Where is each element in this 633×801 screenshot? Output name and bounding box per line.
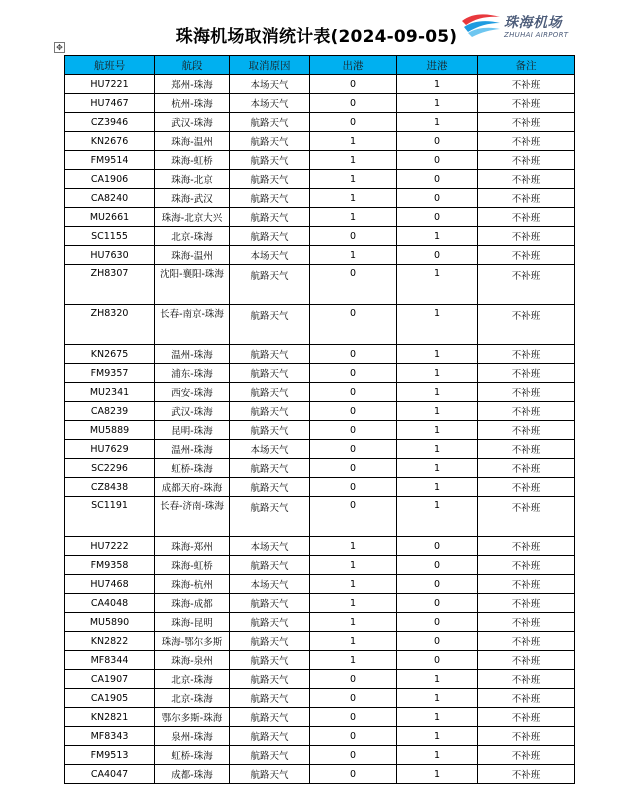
remarks-cell: 不补班 [478, 113, 575, 132]
arrivals-cell: 0 [397, 170, 478, 189]
remarks-cell: 不补班 [478, 478, 575, 497]
reason-cell: 航路天气 [230, 556, 310, 575]
departures-cell: 0 [310, 765, 397, 784]
flight-no-cell: FM9513 [65, 746, 155, 765]
remarks-cell: 不补班 [478, 575, 575, 594]
flight-no-cell: ZH8320 [65, 305, 155, 345]
route-cell: 浦东-珠海 [155, 364, 230, 383]
route-cell: 温州-珠海 [155, 440, 230, 459]
flight-no-cell: CZ8438 [65, 478, 155, 497]
departures-cell: 0 [310, 94, 397, 113]
flight-no-cell: FM9514 [65, 151, 155, 170]
route-cell: 珠海-鄂尔多斯 [155, 632, 230, 651]
remarks-cell: 不补班 [478, 132, 575, 151]
table-row [65, 151, 575, 170]
departures-cell: 0 [310, 305, 397, 345]
reason-cell: 航路天气 [230, 132, 310, 151]
arrivals-cell: 0 [397, 651, 478, 670]
arrivals-cell: 1 [397, 113, 478, 132]
table-row [65, 440, 575, 459]
reason-cell: 航路天气 [230, 497, 310, 537]
page-title: 珠海机场取消统计表(2024-09-05) [175, 27, 458, 47]
remarks-cell: 不补班 [478, 594, 575, 613]
flight-no-cell: ZH8307 [65, 265, 155, 305]
arrivals-cell: 1 [397, 459, 478, 478]
arrivals-cell: 1 [397, 440, 478, 459]
route-cell: 珠海-泉州 [155, 651, 230, 670]
flight-no-cell: CA4047 [65, 765, 155, 784]
table-row [65, 556, 575, 575]
remarks-cell: 不补班 [478, 94, 575, 113]
remarks-cell: 不补班 [478, 556, 575, 575]
cancellation-table [64, 55, 575, 784]
reason-cell: 本场天气 [230, 537, 310, 556]
flight-no-cell: CA1907 [65, 670, 155, 689]
flight-no-cell: CA8240 [65, 189, 155, 208]
arrivals-cell: 1 [397, 75, 478, 94]
table-row [65, 305, 575, 345]
flight-no-cell: SC1155 [65, 227, 155, 246]
remarks-cell: 不补班 [478, 537, 575, 556]
flight-no-cell: MU2341 [65, 383, 155, 402]
reason-cell: 航路天气 [230, 170, 310, 189]
table-row [65, 402, 575, 421]
table-row [65, 383, 575, 402]
reason-cell: 航路天气 [230, 421, 310, 440]
reason-cell: 航路天气 [230, 113, 310, 132]
reason-cell: 航路天气 [230, 765, 310, 784]
arrivals-cell: 1 [397, 746, 478, 765]
arrivals-cell: 1 [397, 227, 478, 246]
flight-no-cell: CA4048 [65, 594, 155, 613]
remarks-cell: 不补班 [478, 746, 575, 765]
remarks-cell: 不补班 [478, 246, 575, 265]
arrivals-cell: 1 [397, 727, 478, 746]
table-row [65, 575, 575, 594]
route-cell: 成都-珠海 [155, 765, 230, 784]
arrivals-cell: 1 [397, 765, 478, 784]
table-row [65, 497, 575, 537]
reason-cell: 航路天气 [230, 345, 310, 364]
table-row [65, 594, 575, 613]
route-cell: 长春-南京-珠海 [155, 305, 230, 345]
remarks-cell: 不补班 [478, 402, 575, 421]
route-cell: 珠海-虹桥 [155, 151, 230, 170]
remarks-cell: 不补班 [478, 265, 575, 305]
header-route: 航段 [155, 56, 230, 75]
table-row [65, 75, 575, 94]
route-cell: 虹桥-珠海 [155, 459, 230, 478]
flight-no-cell: KN2675 [65, 345, 155, 364]
flight-no-cell: HU7221 [65, 75, 155, 94]
table-row [65, 208, 575, 227]
table-row [65, 94, 575, 113]
logo-english-text: ZHUHAI AIRPORT [504, 31, 569, 39]
remarks-cell: 不补班 [478, 689, 575, 708]
departures-cell: 0 [310, 227, 397, 246]
remarks-cell: 不补班 [478, 151, 575, 170]
reason-cell: 航路天气 [230, 383, 310, 402]
departures-cell: 0 [310, 708, 397, 727]
remarks-cell: 不补班 [478, 345, 575, 364]
table-move-handle-icon[interactable]: ✥ [54, 42, 65, 53]
route-cell: 珠海-北京 [155, 170, 230, 189]
reason-cell: 本场天气 [230, 440, 310, 459]
remarks-cell: 不补班 [478, 440, 575, 459]
arrivals-cell: 0 [397, 189, 478, 208]
departures-cell: 1 [310, 151, 397, 170]
flight-no-cell: MU5889 [65, 421, 155, 440]
remarks-cell: 不补班 [478, 208, 575, 227]
departures-cell: 0 [310, 421, 397, 440]
reason-cell: 航路天气 [230, 478, 310, 497]
table-row [65, 132, 575, 151]
flight-no-cell: HU7629 [65, 440, 155, 459]
departures-cell: 0 [310, 459, 397, 478]
header-arrivals: 进港 [397, 56, 478, 75]
departures-cell: 1 [310, 575, 397, 594]
departures-cell: 1 [310, 632, 397, 651]
arrivals-cell: 1 [397, 421, 478, 440]
route-cell: 北京-珠海 [155, 227, 230, 246]
table-row [65, 708, 575, 727]
reason-cell: 航路天气 [230, 708, 310, 727]
reason-cell: 航路天气 [230, 151, 310, 170]
route-cell: 珠海-武汉 [155, 189, 230, 208]
table-row [65, 170, 575, 189]
header-flight-no: 航班号 [65, 56, 155, 75]
table-row [65, 765, 575, 784]
departures-cell: 1 [310, 132, 397, 151]
table-row [65, 478, 575, 497]
departures-cell: 0 [310, 440, 397, 459]
table-row [65, 421, 575, 440]
reason-cell: 航路天气 [230, 459, 310, 478]
route-cell: 珠海-北京大兴 [155, 208, 230, 227]
remarks-cell: 不补班 [478, 613, 575, 632]
route-cell: 虹桥-珠海 [155, 746, 230, 765]
arrivals-cell: 1 [397, 478, 478, 497]
wave-logo-icon [460, 11, 502, 39]
remarks-cell: 不补班 [478, 765, 575, 784]
flight-no-cell: CA1905 [65, 689, 155, 708]
route-cell: 北京-珠海 [155, 689, 230, 708]
table-row [65, 113, 575, 132]
table-row [65, 727, 575, 746]
departures-cell: 0 [310, 75, 397, 94]
flight-no-cell: MU2661 [65, 208, 155, 227]
route-cell: 成都天府-珠海 [155, 478, 230, 497]
departures-cell: 0 [310, 746, 397, 765]
route-cell: 温州-珠海 [155, 345, 230, 364]
arrivals-cell: 0 [397, 151, 478, 170]
table-row [65, 227, 575, 246]
reason-cell: 航路天气 [230, 670, 310, 689]
airport-logo [460, 8, 570, 42]
route-cell: 鄂尔多斯-珠海 [155, 708, 230, 727]
arrivals-cell: 1 [397, 689, 478, 708]
arrivals-cell: 0 [397, 208, 478, 227]
flight-no-cell: KN2821 [65, 708, 155, 727]
flight-no-cell: SC1191 [65, 497, 155, 537]
reason-cell: 航路天气 [230, 727, 310, 746]
remarks-cell: 不补班 [478, 632, 575, 651]
reason-cell: 航路天气 [230, 746, 310, 765]
route-cell: 长春-济南-珠海 [155, 497, 230, 537]
route-cell: 沈阳-襄阳-珠海 [155, 265, 230, 305]
route-cell: 珠海-虹桥 [155, 556, 230, 575]
remarks-cell: 不补班 [478, 497, 575, 537]
reason-cell: 航路天气 [230, 594, 310, 613]
flight-no-cell: MU5890 [65, 613, 155, 632]
arrivals-cell: 1 [397, 305, 478, 345]
departures-cell: 1 [310, 613, 397, 632]
arrivals-cell: 0 [397, 537, 478, 556]
flight-no-cell: KN2676 [65, 132, 155, 151]
header-departures: 出港 [310, 56, 397, 75]
remarks-cell: 不补班 [478, 727, 575, 746]
remarks-cell: 不补班 [478, 421, 575, 440]
table-row [65, 689, 575, 708]
table-row [65, 189, 575, 208]
route-cell: 昆明-珠海 [155, 421, 230, 440]
table-row [65, 632, 575, 651]
departures-cell: 0 [310, 113, 397, 132]
flight-no-cell: HU7630 [65, 246, 155, 265]
reason-cell: 航路天气 [230, 189, 310, 208]
remarks-cell: 不补班 [478, 708, 575, 727]
route-cell: 珠海-杭州 [155, 575, 230, 594]
remarks-cell: 不补班 [478, 670, 575, 689]
remarks-cell: 不补班 [478, 75, 575, 94]
table-row [65, 613, 575, 632]
reason-cell: 航路天气 [230, 632, 310, 651]
table-header-row [65, 56, 575, 75]
route-cell: 杭州-珠海 [155, 94, 230, 113]
flight-no-cell: SC2296 [65, 459, 155, 478]
departures-cell: 1 [310, 594, 397, 613]
reason-cell: 航路天气 [230, 227, 310, 246]
arrivals-cell: 1 [397, 94, 478, 113]
flight-no-cell: CA8239 [65, 402, 155, 421]
arrivals-cell: 0 [397, 594, 478, 613]
flight-no-cell: HU7467 [65, 94, 155, 113]
table-row [65, 345, 575, 364]
table-row [65, 459, 575, 478]
reason-cell: 航路天气 [230, 689, 310, 708]
departures-cell: 0 [310, 265, 397, 305]
flight-no-cell: FM9357 [65, 364, 155, 383]
route-cell: 珠海-昆明 [155, 613, 230, 632]
remarks-cell: 不补班 [478, 651, 575, 670]
reason-cell: 本场天气 [230, 94, 310, 113]
arrivals-cell: 1 [397, 364, 478, 383]
arrivals-cell: 0 [397, 613, 478, 632]
arrivals-cell: 0 [397, 575, 478, 594]
departures-cell: 1 [310, 537, 397, 556]
route-cell: 武汉-珠海 [155, 113, 230, 132]
flight-no-cell: HU7468 [65, 575, 155, 594]
departures-cell: 0 [310, 364, 397, 383]
route-cell: 珠海-温州 [155, 246, 230, 265]
departures-cell: 0 [310, 689, 397, 708]
table-row [65, 537, 575, 556]
remarks-cell: 不补班 [478, 170, 575, 189]
table-row [65, 651, 575, 670]
departures-cell: 1 [310, 651, 397, 670]
route-cell: 郑州-珠海 [155, 75, 230, 94]
remarks-cell: 不补班 [478, 383, 575, 402]
table-row [65, 364, 575, 383]
flight-no-cell: MF8343 [65, 727, 155, 746]
route-cell: 珠海-成都 [155, 594, 230, 613]
departures-cell: 0 [310, 383, 397, 402]
arrivals-cell: 0 [397, 132, 478, 151]
reason-cell: 航路天气 [230, 208, 310, 227]
reason-cell: 航路天气 [230, 265, 310, 305]
reason-cell: 航路天气 [230, 305, 310, 345]
route-cell: 泉州-珠海 [155, 727, 230, 746]
arrivals-cell: 0 [397, 556, 478, 575]
logo-chinese-text: 珠海机场 [504, 15, 562, 31]
table-row [65, 246, 575, 265]
flight-no-cell: MF8344 [65, 651, 155, 670]
reason-cell: 航路天气 [230, 364, 310, 383]
route-cell: 武汉-珠海 [155, 402, 230, 421]
route-cell: 西安-珠海 [155, 383, 230, 402]
arrivals-cell: 1 [397, 497, 478, 537]
flight-no-cell: FM9358 [65, 556, 155, 575]
reason-cell: 本场天气 [230, 575, 310, 594]
arrivals-cell: 1 [397, 402, 478, 421]
remarks-cell: 不补班 [478, 364, 575, 383]
arrivals-cell: 1 [397, 345, 478, 364]
arrivals-cell: 1 [397, 383, 478, 402]
departures-cell: 0 [310, 345, 397, 364]
route-cell: 珠海-温州 [155, 132, 230, 151]
flight-no-cell: CA1906 [65, 170, 155, 189]
departures-cell: 0 [310, 670, 397, 689]
departures-cell: 0 [310, 478, 397, 497]
reason-cell: 航路天气 [230, 402, 310, 421]
arrivals-cell: 1 [397, 708, 478, 727]
flight-no-cell: CZ3946 [65, 113, 155, 132]
flight-no-cell: KN2822 [65, 632, 155, 651]
arrivals-cell: 0 [397, 246, 478, 265]
departures-cell: 0 [310, 727, 397, 746]
reason-cell: 本场天气 [230, 246, 310, 265]
header-reason: 取消原因 [230, 56, 310, 75]
reason-cell: 本场天气 [230, 75, 310, 94]
departures-cell: 1 [310, 208, 397, 227]
departures-cell: 1 [310, 189, 397, 208]
reason-cell: 航路天气 [230, 613, 310, 632]
arrivals-cell: 1 [397, 670, 478, 689]
departures-cell: 0 [310, 497, 397, 537]
table-row [65, 670, 575, 689]
remarks-cell: 不补班 [478, 227, 575, 246]
header-remarks: 备注 [478, 56, 575, 75]
arrivals-cell: 0 [397, 632, 478, 651]
departures-cell: 0 [310, 402, 397, 421]
table-row [65, 746, 575, 765]
route-cell: 北京-珠海 [155, 670, 230, 689]
reason-cell: 航路天气 [230, 651, 310, 670]
departures-cell: 1 [310, 556, 397, 575]
departures-cell: 1 [310, 246, 397, 265]
table-row [65, 265, 575, 305]
remarks-cell: 不补班 [478, 189, 575, 208]
departures-cell: 1 [310, 170, 397, 189]
flight-no-cell: HU7222 [65, 537, 155, 556]
remarks-cell: 不补班 [478, 459, 575, 478]
route-cell: 珠海-郑州 [155, 537, 230, 556]
remarks-cell: 不补班 [478, 305, 575, 345]
arrivals-cell: 1 [397, 265, 478, 305]
